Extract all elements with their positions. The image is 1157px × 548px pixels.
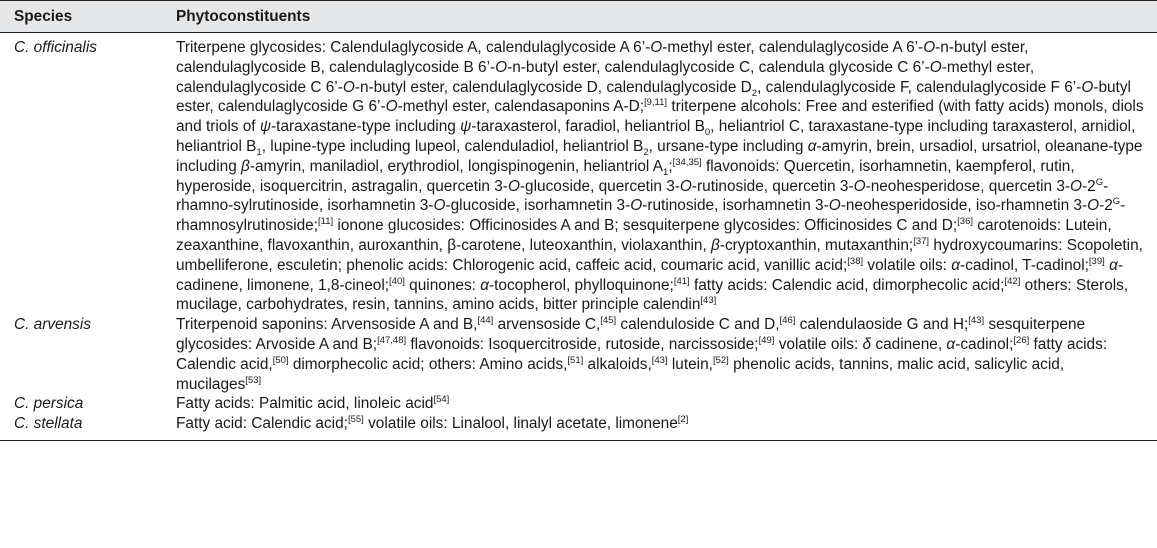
cell-text: -2	[1099, 197, 1113, 215]
table-header-row	[0, 1, 1157, 33]
italic-text: β	[241, 157, 250, 175]
cell-text: , ursane-type including	[648, 137, 808, 155]
citation-ref: [43]	[700, 295, 717, 307]
citation-ref: G	[1095, 176, 1104, 188]
cell-text: -glucoside, quercetin 3-	[519, 177, 680, 195]
cell-text: -tocopherol, phylloquinone;	[489, 276, 674, 294]
cell-text: ionone glucosides: Officinosides A and B; sesquiterpene glycosides: Officinosides C and D;	[333, 217, 958, 235]
italic-text: O	[1070, 177, 1083, 195]
citation-ref: [2]	[677, 414, 689, 426]
cell-text: -taraxasterol, faradiol, heliantriol B	[471, 118, 705, 136]
italic-text: O	[929, 58, 942, 76]
cell-text: -neohesperidose, quercetin 3-	[865, 177, 1071, 195]
cell-text: ;	[668, 157, 673, 175]
citation-ref: [40]	[389, 275, 405, 287]
italic-text: α	[951, 256, 961, 274]
italic-text: α	[946, 335, 956, 353]
italic-text: O	[507, 177, 520, 195]
cell-text: -amyrin, brein, ursadiol, ursatriol, oleanane-type including	[176, 137, 1143, 175]
cell-text: -cryptoxanthin, mutaxanthin;	[719, 236, 914, 254]
citation-ref: [51]	[567, 354, 584, 366]
phytoconstituents-cell	[172, 394, 1157, 414]
italic-text: O	[385, 98, 398, 116]
citation-ref: [55]	[347, 414, 364, 426]
italic-text: O	[828, 197, 841, 215]
italic-text: O	[853, 177, 866, 195]
citation-ref: [46]	[779, 315, 796, 327]
citation-ref: [42]	[1004, 275, 1021, 287]
cell-text: Triterpene glycosides: Calendulaglycoside A, calendulaglycoside A 6’-	[176, 39, 651, 56]
italic-text: α	[807, 137, 817, 155]
header-phytoconstituents: Phytoconstituents	[172, 1, 1157, 33]
cell-text: -cadinene, limonene, 1,8-cineol;	[176, 256, 1123, 294]
cell-text: alkaloids,	[583, 355, 652, 373]
italic-text: α	[480, 276, 489, 294]
cell-text: -amyrin, maniladiol, erythrodiol, longispinogenin, heliantriol A	[249, 157, 664, 175]
italic-text: ψ	[259, 118, 272, 136]
italic-text: O	[433, 197, 446, 215]
cell-text: -neohesperidoside, iso-rhamnetin 3-	[840, 197, 1088, 215]
table-body	[0, 33, 1157, 441]
species-cell: C. arvensis	[14, 316, 91, 334]
cell-text: -n-butyl ester, calendulaglycoside D, calendulaglycoside D	[354, 78, 752, 96]
cell-text: flavonoids: Quercetin, isorhamnetin, kaempferol, rutin, hyperoside, isoquercitrin, astragalin, quercetin 3-	[176, 157, 1075, 195]
cell-text: sesquiterpene glycosides: Arvoside A and B;	[176, 316, 1086, 353]
cell-text: Fatty acids: Palmitic acid, linoleic acid	[176, 395, 434, 413]
cell-text: volatile oils:	[863, 256, 952, 274]
citation-ref: [9,11]	[643, 97, 668, 109]
cell-text: lutein,	[667, 355, 713, 373]
cell-text: dimorphecolic acid; others: Amino acids,	[288, 355, 568, 373]
cell-text: -glucoside, isorhamnetin 3-	[445, 197, 631, 215]
italic-text: O	[1081, 78, 1094, 96]
phytoconstituents-cell	[172, 414, 1157, 440]
subscript-text: 0	[704, 127, 711, 139]
citation-ref: [53]	[245, 374, 262, 386]
cell-text: , calendulaglycoside F, calendulaglycoside F 6’-	[757, 78, 1082, 96]
citation-ref: [49]	[758, 334, 775, 346]
citation-ref: [43]	[968, 315, 985, 327]
cell-text: carotenoids: Lutein, zeaxanthine, flavoxanthin, auroxanthin, β-carotene, luteoxanthin, violaxanthin,	[176, 217, 1112, 254]
cell-text: fatty acids: Calendic acid,	[176, 335, 1108, 373]
italic-text: O	[679, 177, 692, 195]
cell-text: -cadinol;	[955, 335, 1014, 353]
cell-text: cadinene,	[871, 335, 947, 353]
cell-text: -2	[1082, 177, 1096, 195]
citation-ref: [37]	[913, 235, 930, 247]
table-row	[0, 315, 1157, 394]
italic-text: O	[923, 39, 936, 56]
citation-ref: [26]	[1013, 334, 1030, 346]
subscript-text: 1	[663, 166, 669, 178]
phytoconstituents-cell	[172, 33, 1157, 316]
citation-ref: [39]	[1088, 255, 1105, 267]
cell-text: fatty acids: Calendic acid, dimorphecolic acid;	[689, 276, 1005, 294]
italic-text: δ	[862, 335, 872, 353]
subscript-text: 2	[751, 87, 758, 99]
cell-text: -n-butyl ester, calendulaglycoside B, calendulaglycoside B 6’-	[176, 39, 1029, 76]
species-cell: C. officinalis	[14, 39, 97, 56]
italic-text: O	[342, 78, 355, 96]
citation-ref: [45]	[600, 315, 617, 327]
cell-text: quinones:	[404, 276, 481, 294]
cell-text: Triterpenoid saponins: Arvensoside A and B,	[176, 316, 478, 334]
cell-text: flavonoids: Isoquercitroside, rutoside, narcissoside;	[406, 335, 759, 353]
cell-text: -taraxastane-type including	[271, 118, 461, 136]
species-cell: C. persica	[14, 395, 84, 413]
cell-text: calendulaoside G and H;	[795, 316, 969, 334]
citation-ref: [36]	[957, 216, 973, 228]
italic-text: O	[650, 39, 663, 56]
citation-ref: [54]	[433, 394, 450, 406]
cell-text: -rhamno-sylrutinoside, isorhamnetin 3-	[176, 177, 1109, 215]
citation-ref: [43]	[651, 354, 668, 366]
cell-text: Fatty acid: Calendic acid;	[176, 415, 348, 433]
cell-text: volatile oils: Linalool, linalyl acetate, limonene	[363, 415, 678, 433]
cell-text: -rutinoside, quercetin 3-	[691, 177, 854, 195]
cell-text: volatile oils:	[774, 335, 863, 353]
cell-text: arvensoside C,	[493, 316, 601, 334]
italic-text: β	[711, 236, 720, 254]
cell-text: -methyl ester, calendasaponins A-D;	[397, 98, 644, 116]
italic-text: α	[1109, 256, 1118, 274]
table-row	[0, 414, 1157, 440]
citation-ref: [47,48]	[377, 334, 407, 346]
citation-ref: [52]	[712, 354, 729, 366]
cell-text: -methyl ester, calendulaglycoside A 6’-	[662, 39, 924, 56]
italic-text: O	[630, 197, 643, 215]
cell-text: -rutinoside, isorhamnetin 3-	[642, 197, 829, 215]
subscript-text: 1	[256, 147, 262, 159]
cell-text: -n-butyl ester, calendulaglycoside C, calendula glycoside C 6’-	[507, 58, 930, 76]
cell-text: others: Sterols, mucilage, carbohydrates, resin, tannins, amino acids, bitter principle calendin	[176, 276, 1129, 314]
italic-text: O	[495, 58, 508, 76]
subscript-text: 2	[643, 147, 649, 159]
italic-text: ψ	[460, 118, 472, 136]
table-row	[0, 33, 1157, 316]
citation-ref: [38]	[847, 255, 864, 267]
species-cell: C. stellata	[0, 414, 172, 440]
citation-ref: [44]	[477, 315, 494, 327]
citation-ref: G	[1112, 196, 1121, 208]
header-species: Species	[0, 1, 172, 33]
cell-text: -rhamnosylrutinoside;	[176, 197, 1126, 235]
cell-text: phenolic acids, tannins, malic acid, salicylic acid, mucilages	[176, 355, 1065, 393]
cell-text: -cadinol, T-cadinol;	[960, 256, 1089, 274]
table-row	[0, 394, 1157, 414]
citation-ref: [50]	[272, 354, 289, 366]
citation-ref: [41]	[673, 275, 690, 287]
cell-text: calenduloside C and D,	[616, 316, 780, 334]
cell-text: triterpene alcohols: Free and esterified (with fatty acids) monols, diols and triols of	[176, 98, 1144, 136]
cell-text: , lupine-type including lupeol, calenduladiol, heliantriol B	[261, 137, 644, 155]
citation-ref: [11]	[318, 216, 334, 228]
cell-text: -butyl ester, calendulaglycoside G 6’-	[176, 78, 1131, 116]
cell-text: hydroxycoumarins: Scopoletin, umbelliferone, esculetin; phenolic acids: Chlorogenic acid, caffeic acid, coumaric acid, vanillic acid;	[176, 236, 1143, 274]
citation-ref: [34,35]	[672, 156, 702, 168]
italic-text: O	[1087, 197, 1100, 215]
phytoconstituents-cell	[172, 315, 1157, 394]
cell-text: , heliantriol C, taraxastane-type including taraxasterol, arnidiol, heliantriol B	[176, 118, 1136, 155]
cell-text: -methyl ester, calendulaglycoside C 6’-	[176, 58, 1035, 96]
